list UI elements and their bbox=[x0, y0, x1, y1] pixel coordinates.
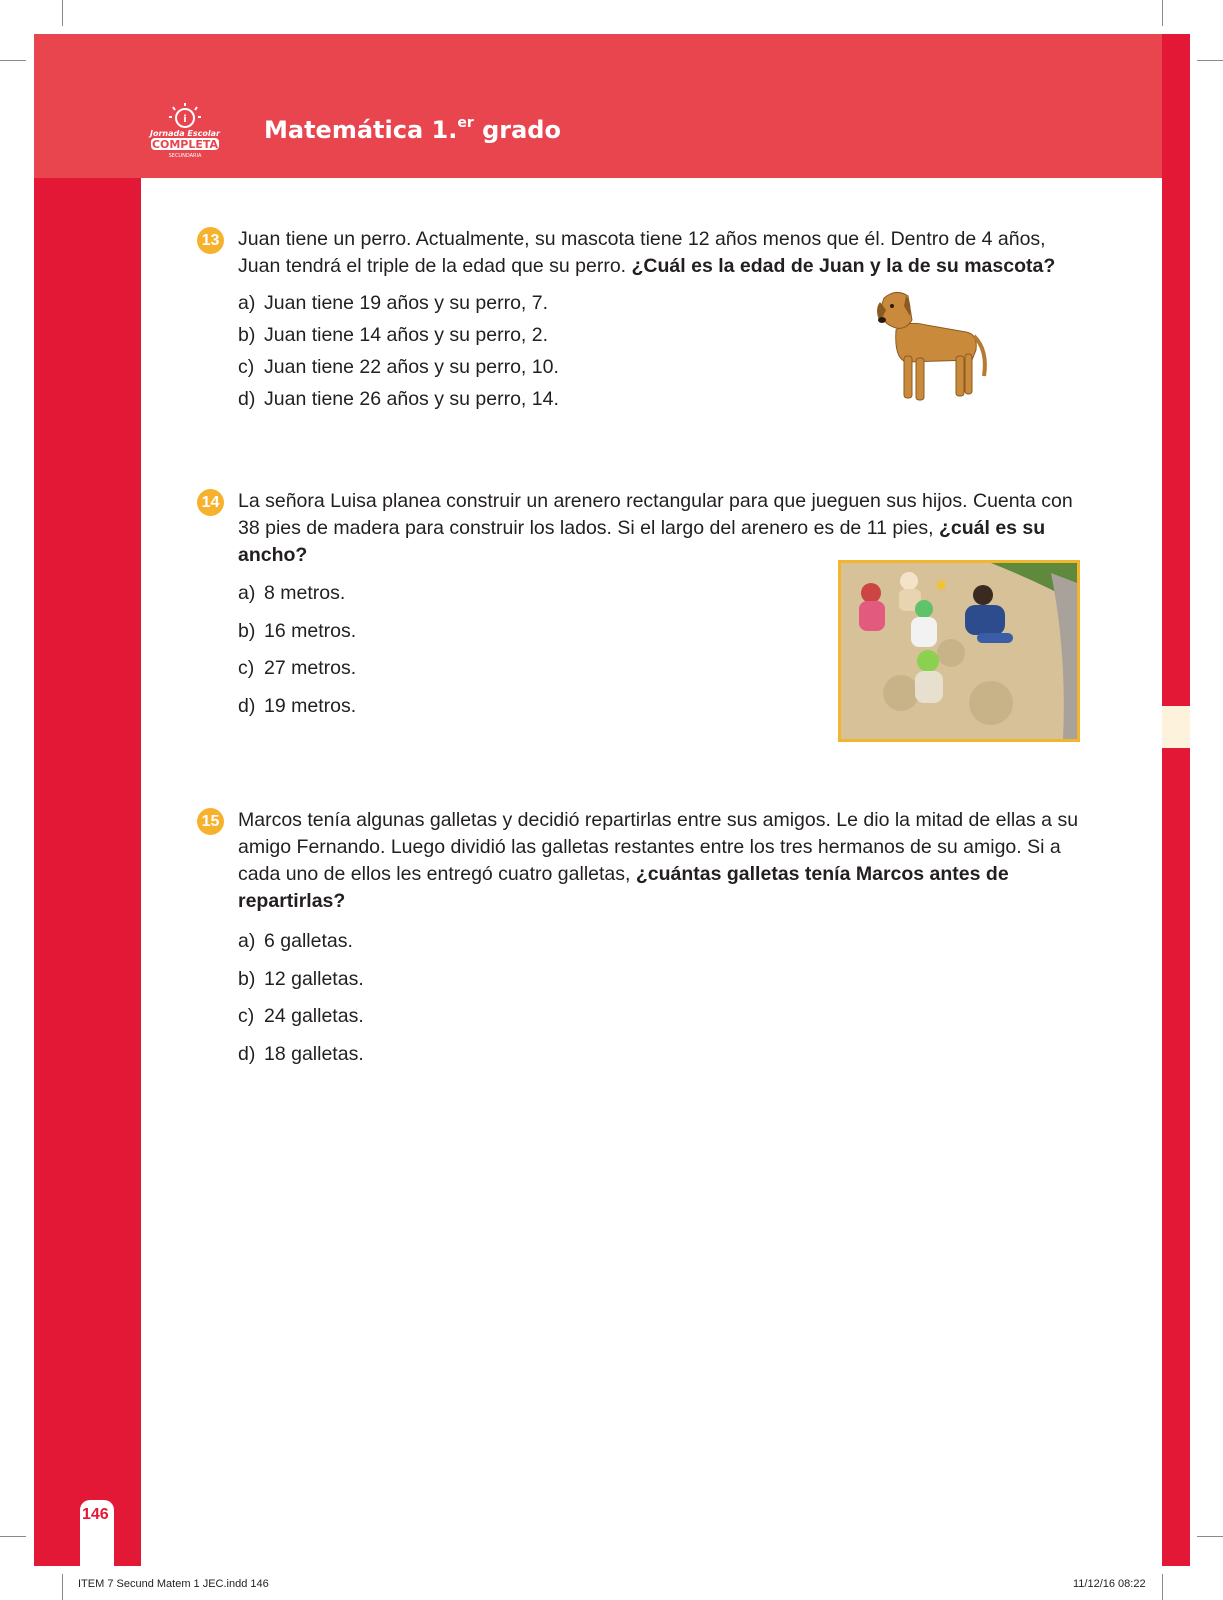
question-prompt: ¿Cuál es la edad de Juan y la de su mascota? bbox=[631, 255, 1056, 277]
option-letter: d) bbox=[238, 1042, 256, 1065]
option-letter: a) bbox=[238, 292, 256, 314]
option-text: 27 metros. bbox=[264, 657, 357, 679]
question-text: La señora Luisa planea construir un arenero rectangular para que jueguen sus hijos. Cuenta con 38 pies de madera para construir los lados. Si el largo del arenero es de 11 pies, bbox=[238, 490, 1073, 539]
option-text: Juan tiene 22 años y su perro, 10. bbox=[264, 356, 559, 378]
option-letter: b) bbox=[238, 619, 256, 642]
svg-text:i: i bbox=[183, 114, 187, 125]
crop-mark bbox=[62, 1574, 63, 1600]
option-text: Juan tiene 19 años y su perro, 7. bbox=[264, 292, 549, 314]
header-title-main: Matemática 1. bbox=[264, 116, 458, 144]
crop-mark bbox=[62, 0, 63, 26]
page-header-title bbox=[264, 116, 561, 144]
answer-option-c[interactable] bbox=[238, 998, 1084, 1036]
answer-options bbox=[238, 923, 1084, 1073]
option-text: Juan tiene 26 años y su perro, 14. bbox=[264, 388, 559, 410]
answer-option-a[interactable] bbox=[238, 923, 1084, 961]
svg-text:Jornada Escolar: Jornada Escolar bbox=[150, 129, 220, 138]
option-text: 8 metros. bbox=[264, 582, 346, 604]
header-title-superscript: er bbox=[457, 115, 474, 131]
left-margin-band bbox=[34, 34, 141, 1566]
question-prompt: ¿cuántas galletas tenía Marcos antes de repartirlas? bbox=[238, 863, 1009, 912]
option-letter: c) bbox=[238, 1005, 255, 1027]
page-number: 146 bbox=[82, 1506, 109, 1523]
option-letter: d) bbox=[238, 388, 256, 410]
crop-mark bbox=[1162, 0, 1163, 26]
crop-mark bbox=[1197, 1536, 1223, 1537]
question-stem bbox=[238, 226, 1084, 280]
crop-mark bbox=[1162, 1574, 1163, 1600]
question-stem bbox=[238, 807, 1084, 915]
crop-mark bbox=[0, 60, 26, 61]
question-prompt: ¿cuál es su ancho? bbox=[238, 517, 1046, 566]
right-margin-band bbox=[1162, 34, 1190, 1566]
header-title-end: grado bbox=[473, 116, 561, 144]
option-text: 12 galletas. bbox=[264, 967, 364, 990]
svg-text:SECUNDARIA: SECUNDARIA bbox=[168, 153, 202, 159]
option-letter: b) bbox=[238, 324, 256, 346]
print-slug-date: 11/12/16 08:22 bbox=[1073, 1578, 1146, 1590]
question-stem bbox=[238, 488, 1084, 569]
option-text: Juan tiene 14 años y su perro, 2. bbox=[264, 324, 549, 346]
sandbox-photo bbox=[838, 560, 1080, 742]
option-letter: b) bbox=[238, 967, 256, 990]
option-letter: c) bbox=[238, 356, 255, 378]
crop-mark bbox=[0, 1536, 26, 1537]
dog-illustration bbox=[866, 280, 996, 410]
option-text: 24 galletas. bbox=[264, 1005, 364, 1027]
option-text: 18 galletas. bbox=[264, 1042, 364, 1065]
question-number-badge: 14 bbox=[197, 489, 224, 516]
print-slug-file: ITEM 7 Secund Matem 1 JEC.indd 146 bbox=[78, 1578, 269, 1590]
crop-mark bbox=[1197, 60, 1223, 61]
question-text: Juan tiene un perro. Actualmente, su mascota tiene 12 años menos que él. Dentro de 4 años, Juan tendrá el triple de la edad que su perro. bbox=[238, 228, 1046, 277]
option-letter: a) bbox=[238, 930, 256, 952]
question-number-badge: 13 bbox=[197, 227, 224, 254]
option-text: 16 metros. bbox=[264, 619, 357, 642]
question-number-badge: 15 bbox=[197, 808, 224, 835]
sandbox-photo-drawing bbox=[841, 563, 1077, 739]
option-text: 19 metros. bbox=[264, 694, 357, 717]
jornada-escolar-completa-logo bbox=[145, 100, 225, 160]
question-15 bbox=[201, 807, 1084, 1073]
section-tab bbox=[1162, 706, 1190, 748]
svg-text:COMPLETA: COMPLETA bbox=[151, 138, 219, 151]
option-text: 6 galletas. bbox=[264, 930, 353, 952]
answer-option-d[interactable] bbox=[238, 1036, 1084, 1074]
question-text: Marcos tenía algunas galletas y decidió repartirlas entre sus amigos. Le dio la mitad de ellas a su amigo Fernando. Luego dividió las galletas restantes entre los tres hermanos de su amigo. Si a cada uno de ellos les entregó cuatro galletas, bbox=[238, 809, 1079, 885]
option-letter: d) bbox=[238, 694, 256, 717]
page-number-tab bbox=[80, 1500, 114, 1566]
option-letter: a) bbox=[238, 582, 256, 604]
answer-option-b[interactable] bbox=[238, 961, 1084, 999]
option-letter: c) bbox=[238, 657, 255, 679]
